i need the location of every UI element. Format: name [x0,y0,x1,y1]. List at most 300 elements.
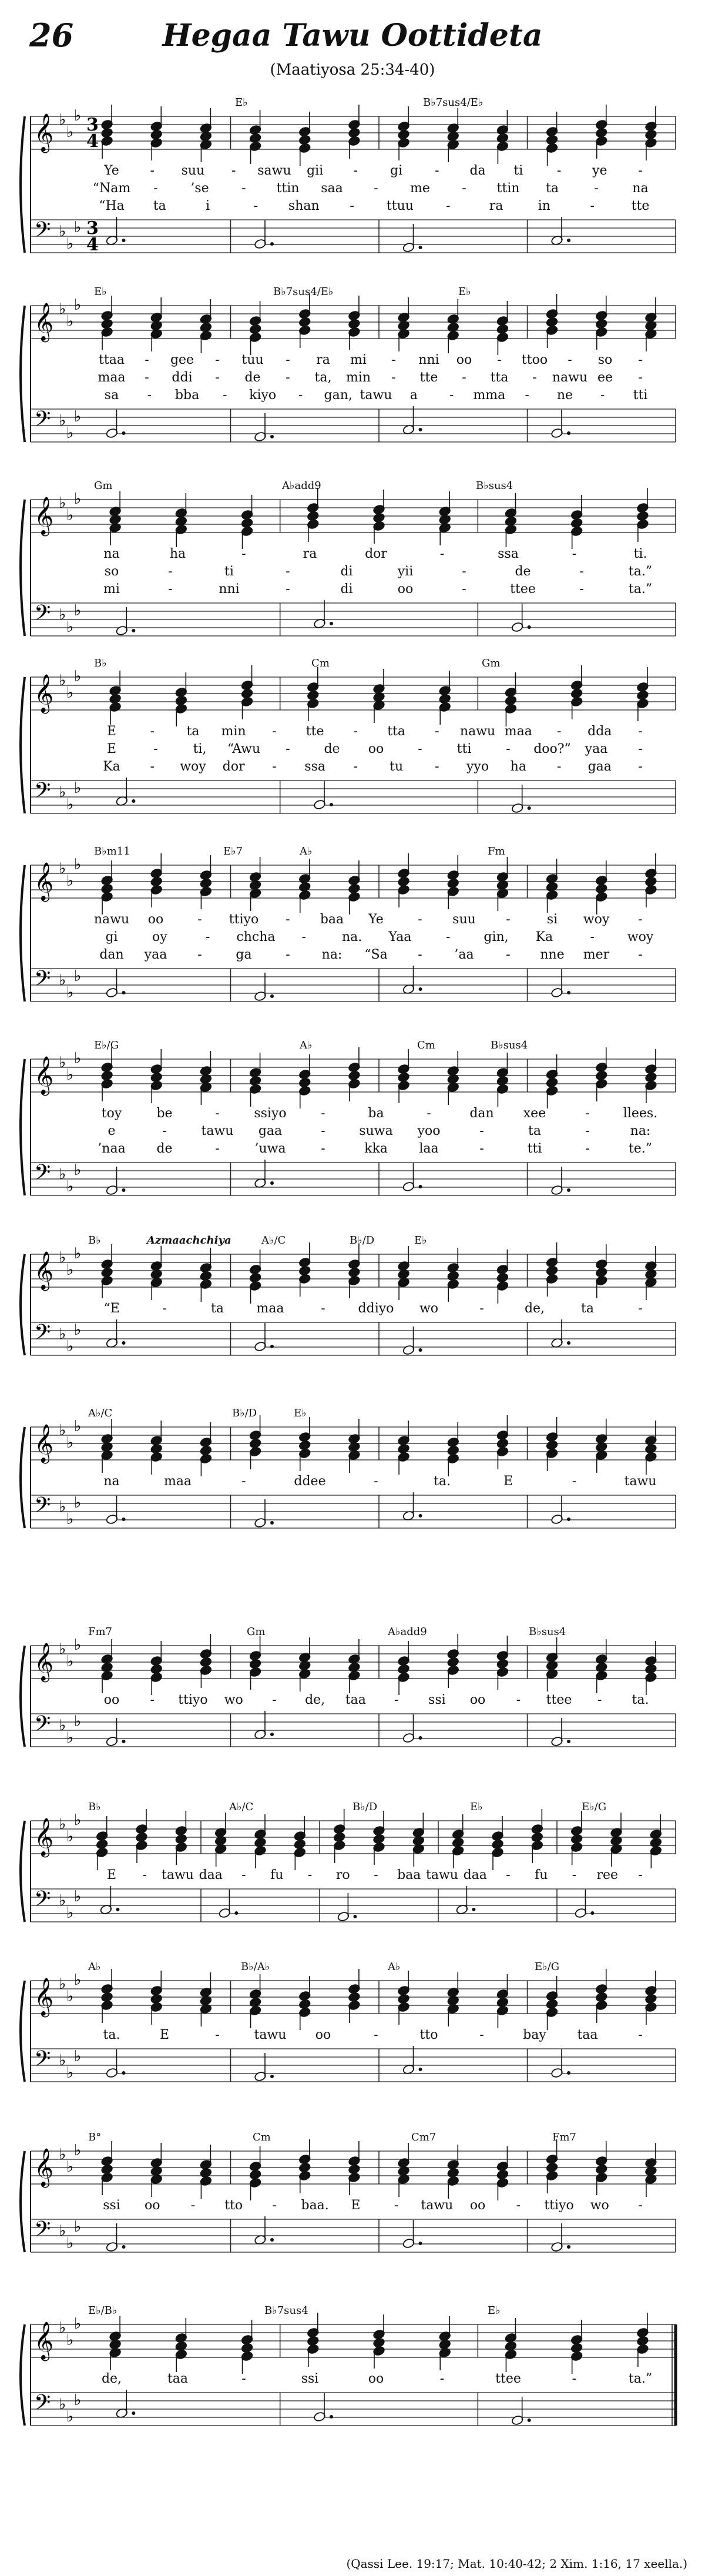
music-system-6 [0,1036,705,1212]
flat-icon: ♭ [74,1636,82,1654]
chord-symbol: E♭/B♭ [88,2304,118,2317]
lyric-syllable: saa [321,181,343,196]
note-chord [546,1054,558,1108]
flat-icon: ♭ [66,684,74,702]
flat-icon: ♭ [66,1510,74,1528]
lyric-syllable: - [145,353,149,367]
lyric-syllable: taa [167,2371,189,2386]
bass-clef-icon: 𝄢 [34,1160,51,1190]
flat-icon: ♭ [66,123,74,141]
treble-clef-icon: 𝄞 [34,303,54,341]
lyric-syllable: ttin [276,181,300,196]
note-chord [100,860,113,915]
lyric-syllable: gi [105,930,118,944]
lyric-syllable: ssiyo [254,1106,287,1121]
lyric-syllable: ttiyo [229,912,259,927]
bass-note [254,1323,274,1352]
chord-symbol: E♭7 [223,845,243,857]
music-system-2 [0,282,705,458]
lyric-syllable: - [439,2371,445,2386]
lyric-syllable: - [568,353,572,367]
lyric-syllable: - [168,564,173,579]
chord-symbol: B♭ [88,1801,101,1813]
note-chord [200,855,212,909]
chord-symbol: B♭7sus4/E♭ [423,96,484,109]
flat-icon: ♭ [66,1729,74,1747]
lyric-syllable: Ka [103,759,120,774]
lyric-syllable: - [590,930,595,944]
lyric-syllable: - [435,163,439,178]
lyric-syllable: “Awu [227,742,261,756]
lyric-syllable: - [197,912,202,927]
flat-icon: ♭ [59,2052,66,2069]
flat-icon: ♭ [74,1418,82,1435]
brace [21,1427,25,1528]
flat-icon: ♭ [59,783,66,801]
lyric-syllable: - [572,547,577,561]
chord-symbol: E♭ [458,286,471,298]
lyric-syllable: yaa [585,742,608,756]
lyric-syllable: - [572,1474,577,1489]
lyric-syllable: - [638,2028,643,2042]
note-chord [570,1811,583,1865]
lyric-syllable: ttiyo [544,2198,574,2213]
note-chord [496,2146,509,2200]
lyric-syllable: - [556,724,562,739]
lyric-syllable: - [350,199,354,213]
music-system-4 [0,654,705,830]
flat-icon: ♭ [59,1892,66,1910]
bass-clef-icon: 𝄢 [34,407,51,437]
bass-clef-icon: 𝄢 [34,966,51,996]
lyric-syllable: suu [452,912,476,927]
lyric-syllable: - [516,2198,521,2213]
bass-note [313,781,333,810]
flat-icon: ♭ [59,672,66,689]
lyric-syllable: - [427,1106,431,1121]
flat-icon: ♭ [59,606,66,624]
chord-symbol: A♭ [388,1961,401,1973]
lyric-syllable: ’se [190,181,209,196]
flat-icon: ♭ [66,2332,74,2349]
lyric-syllable: kiyo [249,388,277,403]
lyric-syllable: - [479,2028,484,2042]
lyric-syllable: ta. [434,1474,451,1489]
note-chord [298,859,311,913]
chord-symbol: A♭/C [261,1234,286,1247]
lyric-syllable: - [600,388,605,403]
lyric-syllable: ti. [633,547,647,561]
music-system-1 [0,93,705,269]
treble-clef-icon: 𝄞 [34,674,54,712]
flat-icon: ♭ [74,219,82,236]
flat-icon: ♭ [66,1904,74,1922]
lyric-syllable: - [394,2198,399,2213]
lyric-syllable: nawu [552,370,588,385]
note-chord [200,299,212,353]
lyric-syllable: - [439,547,445,561]
note-chord [298,1054,311,1108]
bass-staff [31,603,676,636]
flat-icon: ♭ [66,507,74,524]
flat-icon: ♭ [74,2315,82,2333]
bass-staff [31,409,676,442]
bass-note [254,1711,274,1740]
lyric-syllable: E [351,2198,361,2213]
lyric-syllable: - [446,199,451,213]
chord-symbol: A♭add9 [282,480,321,492]
lyric-syllable: de [324,742,340,756]
note-chord [150,853,163,907]
note-chord [307,2313,319,2367]
note-chord [348,1639,360,1693]
bass-note [550,217,570,246]
bass-staff [31,220,676,253]
lyric-syllable: na. [341,930,362,944]
bass-note [575,1890,595,1918]
flat-icon: ♭ [66,1828,74,1845]
lyric-syllable: - [479,1124,484,1138]
note-chord [447,1422,459,1476]
note-chord [348,860,360,915]
lyric-syllable: yaa [144,947,167,962]
lyric-syllable: - [497,353,502,367]
bass-note [402,1714,422,1743]
brace [21,2324,25,2426]
flat-icon: ♭ [74,1971,82,1989]
lyric-syllable: - [286,947,290,962]
note-chord [397,106,409,160]
lyric-syllable: - [597,1693,602,1707]
hymn-title: Hegaa Tawu Oottideta [162,18,543,53]
note-chord [298,1242,311,1297]
lyric-syllable: suu [181,163,205,178]
note-chord [241,665,253,719]
bass-note [402,1492,422,1521]
lyric-syllable: de, [305,1693,325,1707]
note-chord [570,495,583,549]
flat-icon: ♭ [74,1161,82,1179]
lyric-syllable: wo [224,1693,243,1707]
bass-clef-icon: 𝄢 [34,2046,51,2076]
lyric-syllable: - [298,388,303,403]
chord-symbol: B♭ [88,1234,101,1247]
note-chord [447,1248,459,1302]
lyric-syllable: - [215,1106,220,1121]
lyric-syllable: - [638,759,643,774]
note-chord [348,1969,360,2023]
lyric-syllable: “Nam [92,181,131,196]
lyric-syllable: Ka [535,930,553,944]
lyric-syllable: gin, [484,930,509,944]
note-chord [150,1641,163,1695]
flat-icon: ♭ [74,1888,82,1905]
flat-icon: ♭ [66,2235,74,2252]
chord-symbol: E♭/G [94,1039,119,1051]
chord-symbol: B♭7sus4/E♭ [273,286,334,298]
flat-icon: ♭ [66,1653,74,1670]
lyric-syllable: tawu [624,1474,657,1489]
lyric-syllable: - [435,724,439,739]
lyric-syllable: wo [419,1301,439,1316]
flat-icon: ♭ [59,223,66,240]
bass-clef-icon: 𝄢 [34,1711,51,1741]
flat-icon: ♭ [74,1050,82,1067]
chord-symbol: B♭/D [350,1234,375,1247]
note-chord [298,112,311,166]
lyric-syllable: - [353,724,358,739]
system-staves [0,1036,705,1212]
note-chord [150,106,163,160]
lyric-syllable: ssi [301,2371,319,2386]
note-chord [249,2146,261,2200]
flat-icon: ♭ [59,2146,66,2163]
bass-note [254,2216,274,2245]
lyric-syllable: ba [368,1106,384,1121]
lyric-syllable: - [394,1693,399,1707]
lyric-syllable: ttuu [386,199,414,213]
bass-note [219,1890,239,1918]
lyric-syllable: - [590,199,595,213]
flat-icon: ♭ [59,1054,66,1071]
lyric-syllable: baa [397,1868,421,1882]
treble-clef-icon: 𝄞 [34,1643,54,1681]
note-chord [505,672,517,726]
lyric-syllable: tawu [421,2198,454,2213]
brace [21,306,25,442]
note-chord [496,301,509,355]
bass-clef-icon: 𝄢 [34,2390,51,2420]
lyric-syllable: daa [199,1868,223,1882]
lyric-syllable: ttiyo [178,1693,208,1707]
note-chord [249,1250,261,1304]
lyric-syllable: woy [583,912,610,927]
lyric-syllable: ttee [510,582,536,597]
music-system-3 [0,476,705,641]
lyric-syllable: - [462,181,466,196]
flat-icon: ♭ [59,1975,66,1993]
flat-icon: ♭ [59,412,66,430]
note-chord [452,1814,464,1868]
lyric-syllable: bba [174,388,200,403]
bass-clef-icon: 𝄢 [34,601,51,631]
lyric-syllable: nni [418,353,439,367]
note-chord [491,1816,503,1870]
note-chord [595,860,607,915]
music-system-8 [0,1403,705,1562]
bass-note [106,1496,126,1525]
note-chord [333,1809,345,1863]
lyric-syllable: - [231,163,236,178]
bass-note [106,410,126,438]
lyric-syllable: - [435,759,439,774]
note-chord [595,105,607,159]
lyric-syllable: - [638,2198,643,2213]
lyric-syllable: - [168,582,173,597]
lyric-syllable: gan, [324,388,352,403]
tempo-marking: Azmaachchiya [147,1234,231,1247]
lyric-syllable: baa. [301,2198,329,2213]
lyric-syllable: ro [335,1868,350,1882]
lyric-syllable: ’uwa [254,1141,286,1156]
chord-symbol: Gm [482,657,501,669]
note-chord [200,1248,212,1302]
bass-note [100,1886,120,1915]
lyric-syllable: te.” [628,1141,653,1156]
lyric-syllable: - [272,1693,277,1707]
bass-note [106,969,126,998]
lyric-syllable: na [103,547,120,561]
music-system-11 [0,1957,705,2116]
bass-note [116,778,136,806]
lyric-syllable: - [638,724,643,739]
bass-note [106,1319,126,1348]
lyric-syllable: - [241,2371,246,2386]
lyric-syllable: - [286,370,290,385]
bass-note [106,2049,126,2078]
lyric-syllable: E [106,742,117,756]
lyric-syllable: tta [387,724,406,739]
lyric-syllable: ta.” [628,564,653,579]
lyric-syllable: - [321,1141,325,1156]
note-chord [109,671,121,725]
treble-clef-icon: 𝄞 [34,2148,54,2186]
lyric-syllable: na: [321,947,343,962]
lyric-syllable: ga [236,947,252,962]
lyric-syllable: - [215,353,220,367]
lyric-syllable: ssa [304,759,325,774]
chord-symbol: E♭ [294,1407,307,1419]
flat-icon: ♭ [59,300,66,318]
brace [21,1059,25,1195]
flat-icon: ♭ [74,296,82,314]
note-chord [636,2313,649,2367]
note-chord [96,1816,108,1870]
note-chord [298,1976,311,2030]
lyric-syllable: - [286,742,290,756]
lyric-syllable: min [221,724,246,739]
note-chord [175,672,187,726]
lyric-syllable: tu [390,759,404,774]
lyric-syllable: ttaa [99,353,125,367]
note-chord [249,1053,261,1107]
chord-symbol: Gm [247,1626,266,1638]
lyric-syllable: dor [365,547,387,561]
flat-icon: ♭ [74,2142,82,2159]
scripture-reference: (Maatiyosa 25:34-40) [270,61,435,79]
lyric-syllable: ree [596,1868,619,1882]
lyric-syllable: - [418,912,422,927]
lyric-syllable: dan [469,1106,494,1121]
lyric-syllable: - [241,181,246,196]
lyric-syllable: - [272,759,277,774]
lyric-syllable: ttee [546,1693,572,1707]
chord-symbol: E♭ [470,1801,483,1813]
bass-staff [31,1322,676,1355]
bass-staff [31,2219,676,2252]
lyric-syllable: gii [307,163,324,178]
lyric-syllable: gaa [258,1124,283,1138]
lyric-syllable: E [106,724,117,739]
lyric-syllable: de [515,564,531,579]
lyric-syllable: ta [528,1124,541,1138]
lyric-syllable: ne [556,388,573,403]
lyric-syllable: - [374,181,378,196]
bass-staff [31,1714,676,1747]
note-chord [546,294,558,348]
flat-icon: ♭ [66,1434,74,1452]
flat-icon: ♭ [59,2319,66,2337]
brace [21,2151,25,2252]
flat-icon: ♭ [66,235,74,253]
lyric-syllable: - [307,1868,313,1882]
lyric-syllable: - [272,724,277,739]
lyric-syllable: toy [101,1106,122,1121]
lyric-syllable: nne [540,947,565,962]
lyric-syllable: mma [473,388,506,403]
lyric-syllable: nawu [93,912,130,927]
flat-icon: ♭ [74,2391,82,2409]
lyric-syllable: - [462,582,466,597]
lyric-syllable: - [301,930,306,944]
bass-clef-icon: 𝄢 [34,1493,51,1523]
lyric-syllable: dor [222,759,245,774]
lyric-syllable: de [244,370,261,385]
lyric-syllable: - [353,759,358,774]
lyric-syllable: - [638,353,643,367]
lyric-syllable: - [150,1693,155,1707]
lyric-syllable: tawu [360,388,392,403]
lyric-syllable: - [205,930,210,944]
lyric-syllable: ddee [294,1474,326,1489]
lyric-syllable: ta.” [628,582,653,597]
flat-icon: ♭ [66,1988,74,2005]
lyric-syllable: - [190,2198,196,2213]
note-chord [150,1971,163,2025]
lyric-syllable: ye [592,163,607,178]
lyric-syllable: maa [163,1474,192,1489]
lyric-syllable: ttee [495,2371,521,2386]
lyric-syllable: maa [504,724,532,739]
lyric-syllable: ddiyo [358,1301,394,1316]
lyric-syllable: shan [288,199,320,213]
lyric-syllable: - [506,947,511,962]
note-chord [505,2318,517,2372]
flat-icon: ♭ [59,972,66,989]
flat-icon: ♭ [59,1640,66,1658]
lyric-syllable: a [409,388,418,403]
lyric-syllable: nni [219,582,240,597]
note-chord [100,1047,113,1101]
chord-symbol: B♭sus4 [476,480,513,492]
note-chord [100,105,113,159]
lyric-syllable: so [104,564,119,579]
note-chord [254,1814,266,1868]
lyric-syllable: - [153,742,158,756]
bass-note [402,2220,422,2249]
music-system-13 [0,2301,705,2466]
lyric-syllable: - [638,947,643,962]
chord-symbol: Fm [488,845,505,857]
lyric-syllable: bay [523,2028,546,2042]
flat-icon: ♭ [66,618,74,636]
music-system-5 [0,842,705,1018]
chord-symbol: E♭ [488,2304,501,2317]
lyric-syllable: ra [303,547,317,561]
lyric-syllable: - [153,181,158,196]
bass-note [402,1163,422,1192]
lyric-syllable: - [241,547,246,561]
